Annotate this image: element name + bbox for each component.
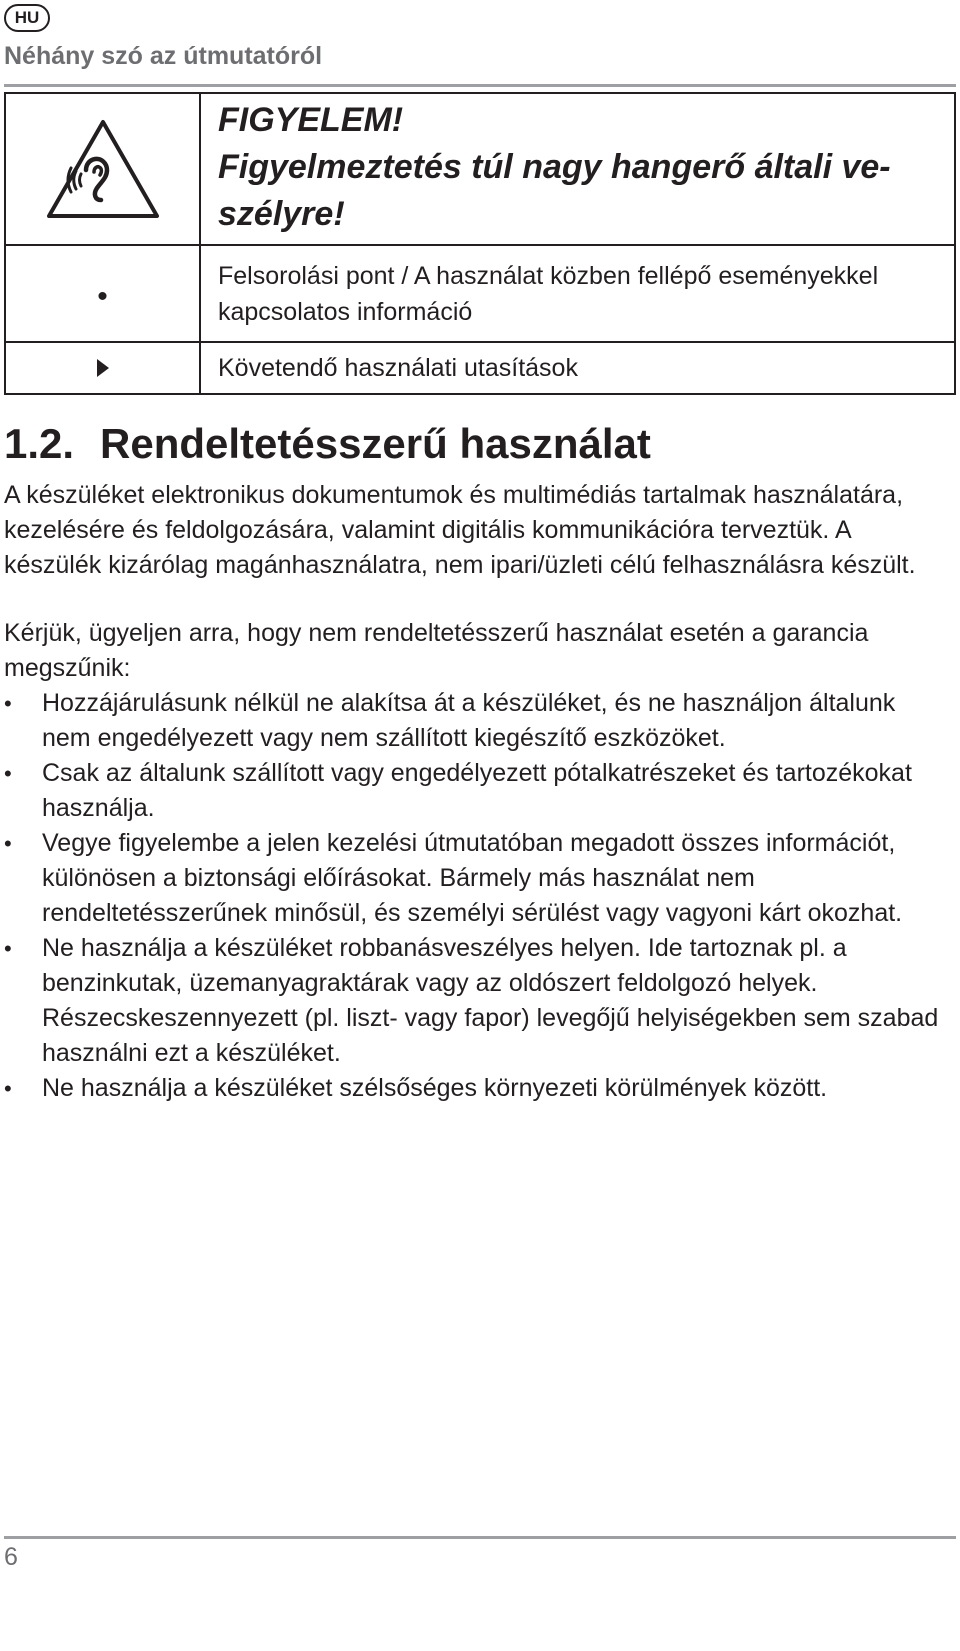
legend-bullet-text-cell (200, 245, 955, 342)
list-item (4, 686, 944, 756)
intended-use-paragraph: A készüléket elektronikus dokumentumok és multimédiás tartalmak használatára, kezelésére és feldolgozására, valamint digitális kommunikációra terveztük. A készülék kizárólag magánhasználatra, nem ipari/üzleti célú felhasználásra készült. (4, 481, 916, 579)
legend-arrow-description: Követendő használati utasítások (218, 354, 578, 382)
section-header-title: Néhány szó az útmutatóról (4, 42, 323, 70)
legend-bullet-description: Felsorolási pont / A használat közben fellépő eseményekkel kapcsolatos információ (218, 261, 879, 326)
ear-warning-icon (43, 116, 163, 222)
section-heading (4, 420, 651, 468)
warning-line: Figyelmeztetés túl nagy hangerő általi ve- (218, 147, 891, 186)
bullet-dot-icon: • (97, 279, 108, 313)
warranty-paragraph: Kérjük, ügyeljen arra, hogy nem rendeltetésszerű használat esetén a garancia megszűnik: (4, 619, 869, 682)
bullet-dot-icon: • (4, 1076, 12, 1101)
list-item-text: Csak az általunk szállított vagy engedélyezett pótalkatrészeket és tartozékokat használja. (42, 759, 912, 822)
legend-symbol-cell (5, 93, 200, 245)
bullet-dot-icon: • (4, 691, 12, 716)
legend-warning-text-cell (200, 93, 955, 245)
legend-symbol-cell (5, 342, 200, 394)
bullet-dot-icon: • (4, 831, 12, 856)
header-rule (4, 84, 956, 87)
list-item (4, 1071, 944, 1106)
legend-symbol-cell (5, 245, 200, 342)
symbol-legend-table (4, 92, 956, 395)
warning-line: FIGYELEM! (218, 100, 404, 139)
bullet-dot-icon: • (4, 936, 12, 961)
section-title: Rendeltetésszerű használat (100, 420, 651, 467)
list-item (4, 931, 944, 1071)
legend-row-arrow (5, 342, 955, 394)
page-number: 6 (4, 1543, 18, 1571)
list-item (4, 756, 944, 826)
usage-rules-list (4, 686, 944, 1106)
legend-arrow-text-cell (200, 342, 955, 394)
language-badge: HU (4, 4, 50, 32)
warning-heading (218, 97, 934, 238)
legend-row-bullet (5, 245, 955, 342)
list-item-text: Ne használja a készüléket robbanásveszélyes helyen. Ide tartoznak pl. a benzinkutak, üzemanyagraktárak vagy az oldószert feldolgozó helyek. Részecskeszennyezett (pl. liszt- vagy fapor) levegőjű helyiségekben sem szabad használni ezt a készüléket. (42, 934, 939, 1067)
warning-line: szélyre! (218, 194, 345, 233)
legend-row-warning (5, 93, 955, 245)
section-number: 1.2. (4, 420, 75, 467)
bullet-dot-icon: • (4, 761, 12, 786)
footer-rule (4, 1536, 956, 1539)
list-item (4, 826, 944, 931)
triangle-right-icon (95, 357, 111, 379)
list-item-text: Hozzájárulásunk nélkül ne alakítsa át a készüléket, és ne használjon általunk nem engedélyezett vagy nem szállított kiegészítő eszközöket. (42, 689, 896, 752)
list-item-text: Ne használja a készüléket szélsőséges környezeti körülmények között. (42, 1074, 828, 1102)
list-item-text: Vegye figyelembe a jelen kezelési útmutatóban megadott összes információt, különösen a biztonsági előírásokat. Bármely más használat nem rendeltetésszerűnek minősül, és személyi sérülést vagy vagyoni kárt okozhat. (42, 829, 903, 927)
